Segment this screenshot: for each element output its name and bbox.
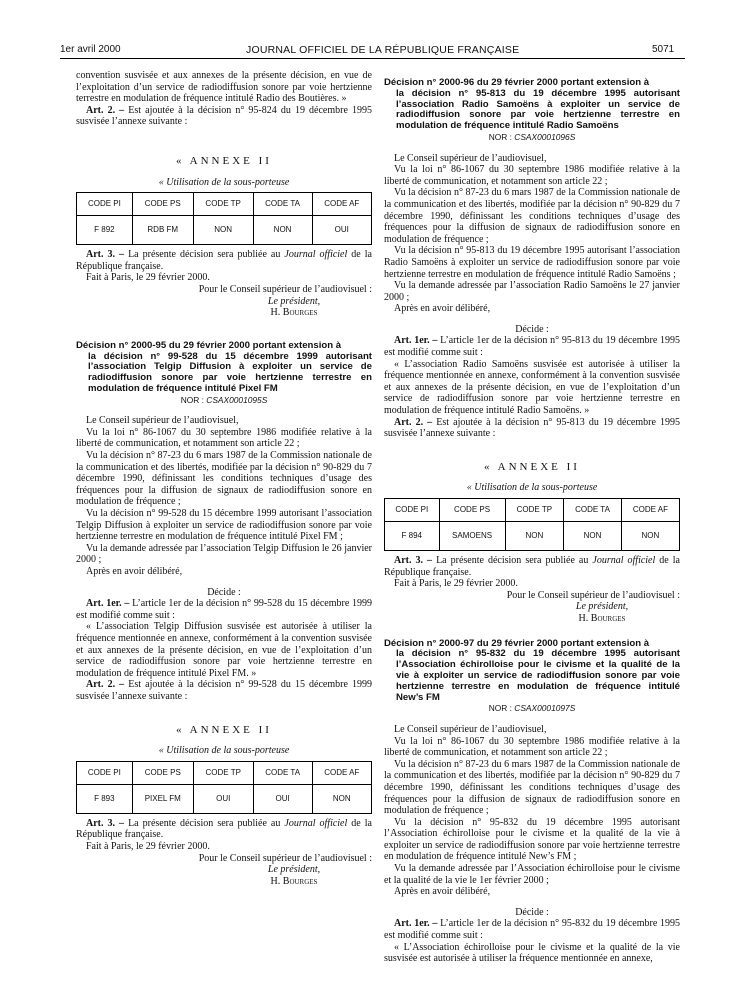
journal-ref: Journal officiel <box>284 817 348 829</box>
article-paragraph <box>76 598 372 621</box>
article-text: La présente décision sera publiée au <box>432 555 593 567</box>
signature-org: Pour le Conseil supérieur de l’audiovisuel : <box>198 283 372 295</box>
annex-subtitle: « Utilisation de la sous-porteuse <box>158 745 290 757</box>
table-cell: RDB FM <box>132 216 193 245</box>
table-header: CODE AF <box>621 499 679 522</box>
paragraph: Le Conseil supérieur de l’audiovisuel, <box>86 415 239 427</box>
article-paragraph <box>384 417 680 440</box>
nor-label: NOR : <box>180 394 207 405</box>
table-cell: OUI <box>253 784 312 813</box>
paragraph: Vu la décision n° 99-528 du 15 décembre 1999 autorisant l’association Telgip Diffusion à exploiter un service de radiodiffusion sonore par voie hertzienne terrestre en modulation de fréquence intitulé Pixel FM ; <box>76 508 372 543</box>
paragraph: Vu la demande adressée par l’association Radio Samoëns le 27 janvier 2000 ; <box>384 280 680 303</box>
signature-org: Pour le Conseil supérieur de l’audiovisuel : <box>506 589 680 601</box>
subcarrier-table <box>76 192 372 245</box>
annex-subtitle: « Utilisation de la sous-porteuse <box>158 176 290 188</box>
table-cell: SAMOENS <box>439 522 505 551</box>
nor-code: CSAX0001096S <box>514 131 576 142</box>
paragraph: convention susvisée et aux annexes de la présente décision, en vue de l’exploitation d’un service de radiodiffusion sonore par voie hertzienne terrestre en modulation de fréquence intitulé Radio des Boutières. » <box>76 70 372 105</box>
subcarrier-table <box>76 761 372 814</box>
table-header: CODE PI <box>77 193 133 216</box>
table-header: CODE PS <box>439 499 505 522</box>
table-cell: OUI <box>312 216 371 245</box>
article-text: Est ajoutée à la décision n° 95-813 du 19 décembre 1995 susvisée l’annexe suivante : <box>384 416 680 440</box>
journal-ref: Journal officiel <box>284 249 348 261</box>
quote-paragraph: « L’Association échirolloise pour le civisme et la qualité de la vie susvisée est autorisée à utiliser la fréquence mentionnée en annexe, <box>384 941 680 965</box>
article-paragraph <box>384 918 680 941</box>
table-cell: PIXEL FM <box>132 784 193 813</box>
nor-reference <box>76 395 372 407</box>
article-text: La présente décision sera publiée au <box>124 249 285 261</box>
article-text: de la République française. <box>76 249 372 272</box>
paragraph: Le Conseil supérieur de l’audiovisuel, <box>394 723 547 735</box>
nor-code: CSAX0001095S <box>206 394 268 405</box>
signature-name: H. Bourges <box>270 875 318 887</box>
article-paragraph <box>76 249 372 272</box>
table-cell: NON <box>312 784 371 813</box>
signature-org: Pour le Conseil supérieur de l’audiovisuel : <box>198 852 372 864</box>
article-paragraph <box>76 105 372 128</box>
annex-title: « ANNEXE II <box>176 154 272 167</box>
article-text: L’article 1er de la décision n° 95-832 du 19 décembre 1995 est modifié comme suit : <box>384 918 680 942</box>
article-label: Art. 2. – <box>86 104 125 116</box>
nor-reference <box>384 703 680 715</box>
table-header: CODE PS <box>132 761 193 784</box>
paragraph: Après en avoir délibéré, <box>394 303 491 315</box>
paragraph: Vu la décision n° 87-23 du 6 mars 1987 de la Commission nationale de la communication et des libertés, modifiée par la décision n° 90-829 du 7 décembre 1990, définissant les conditions techniques d’usage des fréquences pour la diffusion de signaux de radiodiffusion sonore en modulation de fréquence ; <box>76 450 372 508</box>
annex-title: « ANNEXE II <box>484 460 580 473</box>
decision-title <box>384 639 680 704</box>
header-date: 1er avril 2000 <box>60 44 121 55</box>
article-paragraph <box>76 818 372 841</box>
journal-ref: Journal officiel <box>592 555 656 567</box>
paragraph: Vu la demande adressée par l’association Telgip Diffusion le 26 janvier 2000 ; <box>76 542 372 566</box>
paragraph: Vu la loi n° 86-1067 du 30 septembre 1986 modifiée relative à la liberté de communication, et notamment son article 22 ; <box>384 164 680 187</box>
article-text: de la République française. <box>384 555 680 578</box>
decision-title-line: Décision n° 2000-97 du 29 février 2000 portant extension à <box>384 637 650 649</box>
paragraph: Après en avoir délibéré, <box>86 566 183 578</box>
journal-title: JOURNAL OFFICIEL DE LA RÉPUBLIQUE FRANÇAISE <box>246 44 520 56</box>
signature-title: Le président, <box>575 601 629 613</box>
article-paragraph <box>384 555 680 578</box>
decision-title-cont: la décision n° 95-832 du 19 décembre 1995 autorisant l’Association échirolloise pour le civisme et la qualité de la vie à exploiter un service de radiodiffusion sonore par voie hertzienne terrestre en modulation de fréquence intitulé New’s FM <box>396 648 680 703</box>
article-text: Est ajoutée à la décision n° 95-824 du 19 décembre 1995 susvisée l’annexe suivante : <box>76 104 372 128</box>
article-label: Art. 2. – <box>394 416 433 428</box>
paragraph: Le Conseil supérieur de l’audiovisuel, <box>394 152 547 164</box>
paragraph: Vu la décision n° 95-813 du 19 décembre 1995 autorisant l’association Radio Samoëns à exploiter un service de radiodiffusion sonore par voie hertzienne terrestre en modulation de fréquence intitulé Radio Samoëns ; <box>384 245 680 280</box>
article-label: Art. 1er. – <box>86 598 130 610</box>
paragraph: Vu la demande adressée par l’Association échirolloise pour le civisme et la qualité de la vie le 1er février 2000 ; <box>384 863 680 886</box>
decide-heading: Décide : <box>515 906 549 918</box>
decide-heading: Décide : <box>207 586 241 598</box>
signature-place: Fait à Paris, le 29 février 2000. <box>86 272 210 284</box>
article-text: L’article 1er de la décision n° 99-528 du 15 décembre 1999 est modifié comme suit : <box>76 598 372 621</box>
table-cell: NON <box>505 522 564 551</box>
signature-place: Fait à Paris, le 29 février 2000. <box>86 840 210 852</box>
article-paragraph <box>384 335 680 358</box>
table-header: CODE TP <box>193 193 253 216</box>
annex-title: « ANNEXE II <box>176 723 272 736</box>
decision-title-line: Décision n° 2000-95 du 29 février 2000 portant extension à <box>76 339 342 351</box>
annex-subtitle: « Utilisation de la sous-porteuse <box>466 482 598 494</box>
page-number: 5071 <box>652 44 675 55</box>
table-cell: F 893 <box>77 784 133 813</box>
nor-label: NOR : <box>488 131 515 142</box>
signature-name: H. Bourges <box>270 307 318 319</box>
article-label: Art. 3. – <box>86 817 125 829</box>
article-text: de la République française. <box>76 817 372 841</box>
signature-title: Le président, <box>267 295 321 307</box>
table-cell: OUI <box>193 784 253 813</box>
article-paragraph <box>76 679 372 702</box>
decide-heading: Décide : <box>515 323 549 335</box>
subcarrier-table <box>384 498 680 551</box>
table-cell: F 894 <box>385 522 440 551</box>
article-label: Art. 1er. – <box>394 335 438 347</box>
decision-title-line: Décision n° 2000-96 du 29 février 2000 portant extension à <box>384 77 650 88</box>
paragraph: Vu la décision n° 87-23 du 6 mars 1987 de la Commission nationale de la communication et des libertés, modifiée par la décision n° 90-829 du 7 décembre 1990, définissant les conditions techniques d’usage des fréquences pour la diffusion de signaux de radiodiffusion sonore en modulation de fréquence ; <box>384 758 680 817</box>
nor-code: CSAX0001097S <box>514 703 576 714</box>
table-cell: NON <box>193 216 253 245</box>
article-label: Art. 1er. – <box>394 918 438 930</box>
article-label: Art. 2. – <box>86 679 125 691</box>
article-label: Art. 3. – <box>394 555 433 567</box>
paragraph: Vu la loi n° 86-1067 du 30 septembre 1986 modifiée relative à la liberté de communication, et notamment son article 22 ; <box>384 735 680 759</box>
table-cell: NON <box>621 522 679 551</box>
signature-name: H. Bourges <box>578 612 626 624</box>
table-header: CODE PS <box>132 193 193 216</box>
nor-label: NOR : <box>488 703 515 714</box>
article-text: L’article 1er de la décision n° 95-813 du 19 décembre 1995 est modifié comme suit : <box>384 335 680 359</box>
table-cell: NON <box>564 522 622 551</box>
table-header: CODE AF <box>312 193 371 216</box>
article-label: Art. 3. – <box>86 249 125 261</box>
paragraph: Après en avoir délibéré, <box>394 886 491 898</box>
decision-title <box>76 341 372 395</box>
table-header: CODE TP <box>505 499 564 522</box>
nor-reference <box>384 132 680 144</box>
table-cell: NON <box>253 216 312 245</box>
decision-title-cont: la décision n° 95-813 du 19 décembre 1995 autorisant l’association Radio Samoëns à exploiter un service de radiodiffusion sonore par voie hertzienne terrestre en modulation de fréquence intitulé Radio Samoëns <box>396 87 680 132</box>
paragraph: Vu la loi n° 86-1067 du 30 septembre 1986 modifiée relative à la liberté de communication, et notamment son article 22 ; <box>76 426 372 450</box>
article-text: La présente décision sera publiée au <box>124 817 285 829</box>
paragraph: Vu la décision n° 95-832 du 19 décembre 1995 autorisant l’Association échirolloise pour le civisme et la qualité de la vie à exploiter un service de radiodiffusion sonore par voie hertzienne terrestre en modulation de fréquence intitulé New’s FM ; <box>384 816 680 863</box>
table-header: CODE TA <box>253 761 312 784</box>
article-text: Est ajoutée à la décision n° 99-528 du 15 décembre 1999 susvisée l’annexe suivante : <box>76 679 372 702</box>
header-rule <box>60 58 685 59</box>
quote-paragraph: « L’association Radio Samoëns susvisée est autorisée à utiliser la fréquence mentionnée en annexe, conformément à la convention susvisée et aux annexes de la présente décision, en vue de l’exploitation d’un service de radiodiffusion sonore par voie hertzienne terrestre en modulation de fréquence intitulé Radio Samoëns. » <box>384 358 680 417</box>
left-column <box>76 70 372 887</box>
table-header: CODE AF <box>312 761 371 784</box>
table-header: CODE TA <box>564 499 622 522</box>
table-header: CODE PI <box>385 499 440 522</box>
signature-place: Fait à Paris, le 29 février 2000. <box>394 578 518 590</box>
table-header: CODE PI <box>77 761 133 784</box>
decision-title <box>384 78 680 132</box>
table-cell: F 892 <box>77 216 133 245</box>
quote-paragraph: « L’association Telgip Diffusion susvisée est autorisée à utiliser la fréquence mentionnée en annexe, conformément à la convention susvisée et aux annexes de la présente décision, en vue de l’exploitation d’un service de radiodiffusion sonore par voie hertzienne terrestre en modulation de fréquence intitulé Pixel FM. » <box>76 621 372 679</box>
table-header: CODE TP <box>193 761 253 784</box>
decision-title-cont: la décision n° 99-528 du 15 décembre 1999 autorisant l’association Telgip Diffusion à exploiter un service de radiodiffusion sonore par voie hertzienne terrestre en modulation de fréquence intitulé Pixel FM <box>88 350 372 394</box>
paragraph: Vu la décision n° 87-23 du 6 mars 1987 de la Commission nationale de la communication et des libertés, modifiée par la décision n° 90-829 du 7 décembre 1990, définissant les conditions techniques d’usage des fréquences pour la diffusion de signaux de radiodiffusion sonore en modulation de fréquence ; <box>384 187 680 245</box>
table-header: CODE TA <box>253 193 312 216</box>
right-column <box>384 78 680 965</box>
signature-title: Le président, <box>267 864 321 876</box>
